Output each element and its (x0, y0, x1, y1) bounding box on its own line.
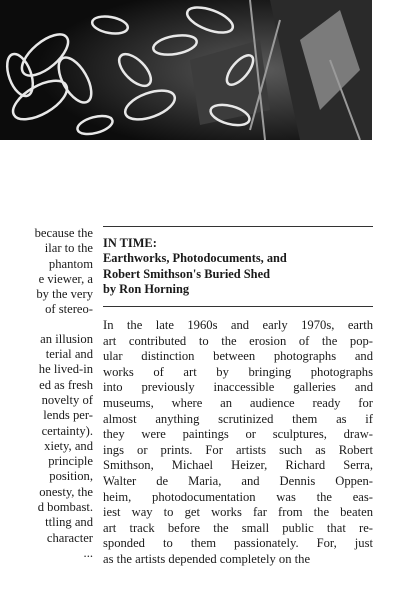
text-line: position, (49, 469, 93, 484)
body-line: In the late 1960s and early 1970s, earth (103, 318, 373, 332)
text-line: lends per- (43, 408, 93, 423)
body-line: iest way to get works far from the beaten (103, 505, 373, 520)
text-line: terial and (45, 347, 93, 362)
heading-title: Robert Smithson's Buried Shed (103, 266, 270, 281)
body-line: art contributed to the erosion of the pop- (103, 333, 373, 348)
article-body (103, 318, 373, 568)
text-line: novelty of (41, 392, 93, 407)
text-line: xiety, and (44, 438, 93, 453)
text-line: ttling and (45, 515, 93, 530)
body-line: they were paintings or sculptures, draw- (103, 427, 373, 442)
text-line: by the very (36, 287, 93, 302)
body-line: as the artists depended completely on the (103, 551, 311, 566)
artwork-photo (0, 0, 372, 140)
body-line: almost anything scrutinized them as if (103, 411, 373, 426)
heading-title: Earthworks, Photodocuments, and (103, 251, 287, 266)
text-line: phantom (48, 256, 93, 271)
text-line: certainty). (41, 423, 93, 438)
text-line: an illusion (40, 331, 93, 346)
left-column-text (0, 226, 93, 561)
body-line: works of art by bringing photographs (103, 364, 373, 379)
text-line: of stereo- (45, 302, 93, 317)
body-line: ular distinction between photographs and (103, 349, 373, 364)
heading-kicker: IN TIME: (103, 236, 157, 250)
text-line: ilar to the (44, 241, 93, 256)
body-line: ings or prints. For artists such as Robert (103, 442, 373, 457)
body-line: heim, photodocumentation was the eas- (103, 489, 373, 504)
text-line: d bombast. (37, 500, 93, 515)
text-line: ed as fresh (39, 377, 93, 392)
body-line: art track before the small public that re- (103, 520, 373, 535)
heading-bottom-rule (103, 306, 373, 307)
paragraph-gap (0, 318, 93, 332)
text-line: because the (34, 226, 93, 240)
body-line: Smithson, Michael Heizer, Richard Serra, (103, 458, 373, 473)
article-heading (103, 236, 373, 298)
text-line: onesty, the (39, 484, 93, 499)
heading-top-rule (103, 226, 373, 227)
body-line: sponded to them passionately. For, just (103, 536, 373, 551)
glass-rings-photo-icon (0, 0, 372, 140)
body-line: museums, where an audience ready for (103, 395, 373, 410)
byline: by Ron Horning (103, 282, 190, 297)
body-line: into previously inaccessible galleries and (103, 380, 373, 395)
text-line: principle (48, 454, 93, 469)
text-line: ... (83, 545, 93, 560)
text-line: character (46, 530, 93, 545)
text-line: e viewer, a (38, 271, 93, 286)
body-line: Walter de Maria, and Dennis Oppen- (103, 473, 373, 488)
text-line: he lived-in (38, 362, 93, 377)
